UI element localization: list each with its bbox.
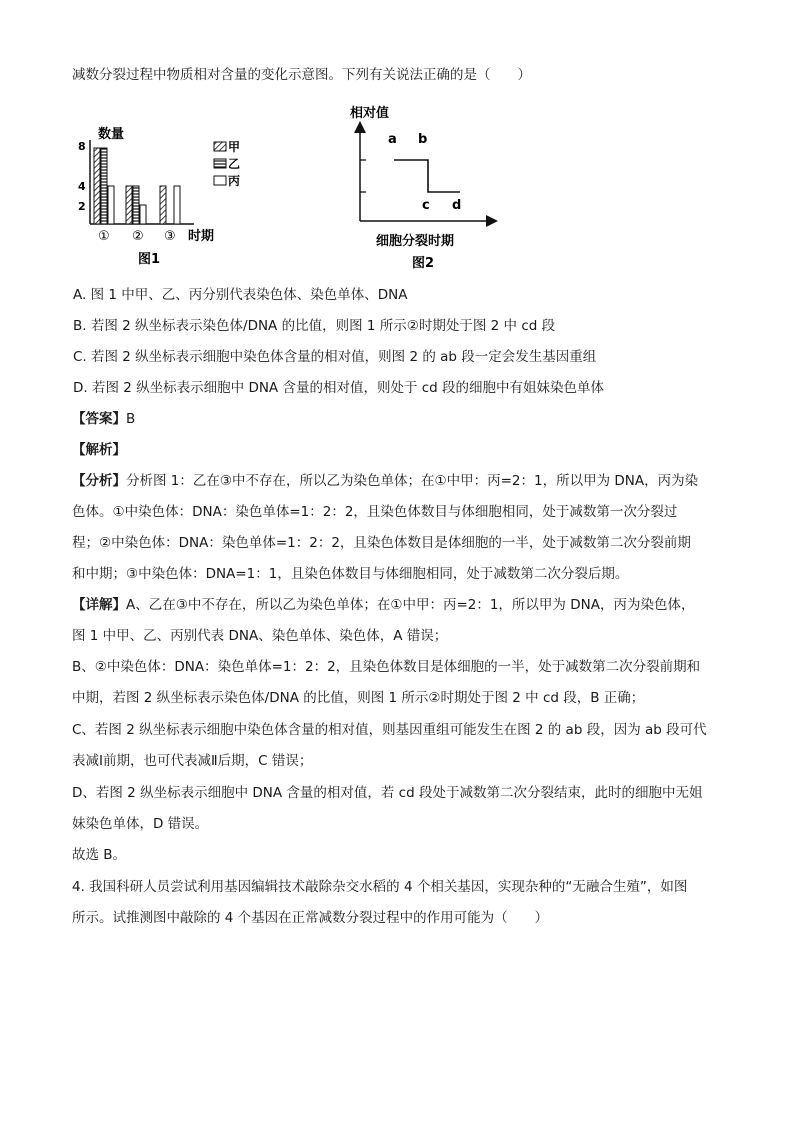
answer-value: B: [126, 411, 136, 427]
fig2-y-title: 相对值: [350, 106, 390, 121]
fig1-x-title: 时期: [188, 229, 215, 244]
bar-bing-period-2: [140, 205, 146, 224]
answer-label: 【答案】: [72, 411, 126, 427]
fig2-x-title: 细胞分裂时期: [376, 234, 455, 249]
fig2-point-b: b: [418, 132, 428, 147]
analysis-line-3: 程；②中染色体：DNA：染色单体=1：2：2，且染色体数目是体细胞的一半，处于减数第二次分裂前期: [72, 535, 691, 551]
option-a: A. 图 1 中甲、乙、丙分别代表染色体、染色单体、DNA: [73, 287, 408, 303]
next-question-line-1: 4. 我国科研人员尝试利用基因编辑技术敲除杂交水稻的 4 个相关基因，实现杂种的“无融合生殖”，如图: [72, 879, 688, 895]
analysis-line-2: 色体。①中染色体：DNA：染色单体=1：2：2，且染色体数目与体细胞相同，处于减数第一次分裂过: [72, 504, 678, 520]
fig1-y-tick-8: 8: [78, 140, 86, 153]
bar-bing-period-1: [108, 186, 114, 224]
detail-line-5: C、若图 2 纵坐标表示细胞中染色体含量的相对值，则基因重组可能发生在图 2 的 ab 段，因为 ab 段可代: [72, 722, 707, 738]
figure-2: [342, 103, 502, 279]
legend-label-yi: 乙: [228, 157, 241, 171]
answer-line: [72, 410, 135, 428]
detail-line-6: 表减Ⅰ前期，也可代表减Ⅱ后期，C 错误；: [72, 753, 313, 769]
legend-swatch-jia: [214, 142, 226, 151]
fig2-point-c: c: [422, 198, 430, 213]
legend-label-jia: 甲: [228, 140, 241, 154]
figure-1: [76, 118, 266, 274]
figure-1-chart: [76, 118, 266, 270]
fig1-caption: 图1: [138, 252, 161, 267]
analysis-header: 【解析】: [72, 442, 126, 458]
figure-2-chart: [342, 103, 502, 275]
detail-line-7: D、若图 2 纵坐标表示细胞中 DNA 含量的相对值，若 cd 段处于减数第二次分裂结束，此时的细胞中无姐: [72, 785, 703, 801]
bar-jia-period-2: [126, 186, 132, 224]
question-intro: 减数分裂过程中物质相对含量的变化示意图。下列有关说法正确的是（ ）: [72, 67, 531, 83]
analysis-line-1: [72, 472, 698, 490]
fig1-category-2: ②: [132, 229, 144, 244]
detail-label: 【详解】: [72, 597, 126, 613]
detail-line-1: [72, 596, 694, 614]
fig2-point-d: d: [452, 198, 462, 213]
bar-jia-period-1: [94, 148, 100, 224]
fig1-category-1: ①: [98, 229, 110, 244]
analysis-text-1: 分析图 1：乙在③中不存在，所以乙为染色单体；在①中甲：丙=2：1，所以甲为 DNA，丙为染: [126, 473, 699, 489]
fig1-bars: [94, 148, 180, 224]
fig2-point-a: a: [388, 132, 397, 147]
detail-text-1: A、乙在③中不存在，所以乙为染色单体；在①中甲：丙=2：1，所以甲为 DNA，丙为染色体，: [126, 597, 695, 613]
legend-swatch-bing: [214, 176, 226, 185]
bar-bing-period-3: [174, 186, 180, 224]
legend-swatch-yi: [214, 159, 226, 168]
option-c: C. 若图 2 纵坐标表示细胞中染色体含量的相对值，则图 2 的 ab 段一定会发生基因重组: [73, 349, 597, 365]
analysis-label: 【分析】: [72, 473, 126, 489]
bar-yi-period-2: [133, 186, 139, 224]
fig1-y-tick-2: 2: [78, 200, 86, 213]
bar-jia-period-3: [160, 186, 166, 224]
fig2-caption: 图2: [412, 256, 435, 271]
detail-line-4: 中期，若图 2 纵坐标表示染色体/DNA 的比值，则图 1 所示②时期处于图 2 中 cd 段，B 正确；: [72, 690, 645, 706]
option-b: B. 若图 2 纵坐标表示染色体/DNA 的比值，则图 1 所示②时期处于图 2 中 cd 段: [73, 318, 556, 334]
fig2-step-line: [394, 160, 460, 192]
option-d: D. 若图 2 纵坐标表示细胞中 DNA 含量的相对值，则处于 cd 段的细胞中有姐妹染色单体: [73, 380, 605, 396]
detail-line-8: 妹染色单体，D 错误。: [72, 816, 209, 832]
bar-yi-period-1: [101, 148, 107, 224]
legend-label-bing: 丙: [228, 174, 241, 188]
detail-line-2: 图 1 中甲、乙、丙别代表 DNA、染色单体、染色体，A 错误；: [72, 628, 448, 644]
detail-line-3: B、②中染色体：DNA：染色单体=1：2：2，且染色体数目是体细胞的一半，处于减数第二次分裂前期和: [72, 659, 701, 675]
analysis-line-4: 和中期；③中染色体：DNA=1：1，且染色体数目与体细胞相同，处于减数第二次分裂后期。: [72, 566, 629, 582]
fig1-y-tick-4: 4: [78, 180, 86, 193]
conclusion-line: 故选 B。: [72, 847, 127, 863]
fig1-y-title: 数量: [98, 127, 125, 142]
fig1-category-3: ③: [164, 229, 176, 244]
next-question-line-2: 所示。试推测图中敲除的 4 个基因在正常减数分裂过程中的作用可能为（ ）: [72, 910, 549, 926]
